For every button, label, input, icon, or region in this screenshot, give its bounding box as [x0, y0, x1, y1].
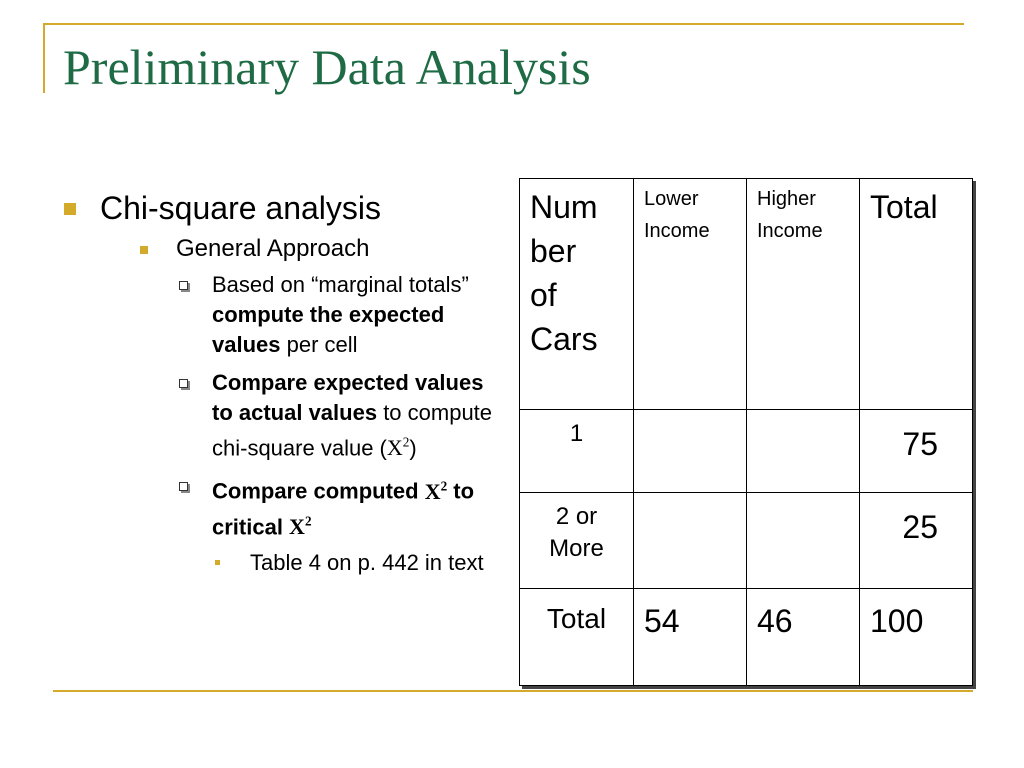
bullet-text-end: ): [409, 435, 417, 461]
totals-lower-cell: 54: [634, 589, 747, 686]
bullet-level1: [60, 186, 500, 230]
header-cell-number-of-cars: Num ber of Cars: [520, 179, 634, 410]
table-cell: [747, 493, 860, 589]
grand-total-cell: 100: [860, 589, 973, 686]
bullet-text: Chi-square analysis: [100, 190, 382, 226]
small-square-bullet-icon: [215, 560, 220, 565]
bullet-text: Table 4 on p. 442 in text: [250, 549, 484, 575]
square-bullet-icon: [64, 203, 76, 215]
header-cell-higher-income: Higher Income: [747, 179, 860, 410]
totals-higher-cell: 46: [747, 589, 860, 686]
table-cell: [747, 410, 860, 493]
row-total-cell: 25: [860, 493, 973, 589]
bottom-rule: [53, 690, 973, 692]
bullet-text-post: per cell: [280, 332, 358, 357]
top-rule: [43, 23, 964, 25]
chi-symbol: $X^2$: [386, 435, 410, 461]
bullet-text-bold: Compare computed $X^2$ to critical $X^2$: [212, 478, 475, 539]
contingency-table: [519, 178, 973, 686]
totals-label-cell: Total: [520, 589, 634, 686]
bullet-level3-item2: [60, 368, 500, 463]
bullet-text-post: to compute chi-square value (: [212, 400, 493, 461]
hollow-square-bullet-icon: [179, 379, 188, 388]
table-header-row: [520, 179, 973, 410]
bullet-level4: [60, 548, 500, 578]
bullet-list: [60, 186, 500, 578]
square-bullet-icon: [140, 246, 148, 254]
bullet-level3-item3: [60, 471, 500, 542]
bullet-text: General Approach: [176, 235, 370, 262]
bullet-level2: [60, 234, 500, 264]
header-cell-total: Total: [860, 179, 973, 410]
bullet-text-bold: Compare expected values to actual values: [212, 370, 484, 425]
row-label-cell: 1: [520, 410, 634, 493]
hollow-square-bullet-icon: [179, 281, 188, 290]
left-rule: [43, 23, 45, 93]
table-row: [520, 493, 973, 589]
table-totals-row: [520, 589, 973, 686]
header-cell-lower-income: Lower Income: [634, 179, 747, 410]
table-cell: [634, 493, 747, 589]
row-label-cell: 2 or More: [520, 493, 634, 589]
table-row: [520, 410, 973, 493]
table-cell: [634, 410, 747, 493]
row-total-cell: 75: [860, 410, 973, 493]
slide-title: Preliminary Data Analysis: [63, 39, 591, 95]
hollow-square-bullet-icon: [179, 482, 188, 491]
bullet-level3-item1: [60, 270, 500, 360]
bullet-text-pre: Based on “marginal totals”: [212, 272, 469, 297]
bullet-text-bold: compute the expected values: [212, 302, 445, 357]
